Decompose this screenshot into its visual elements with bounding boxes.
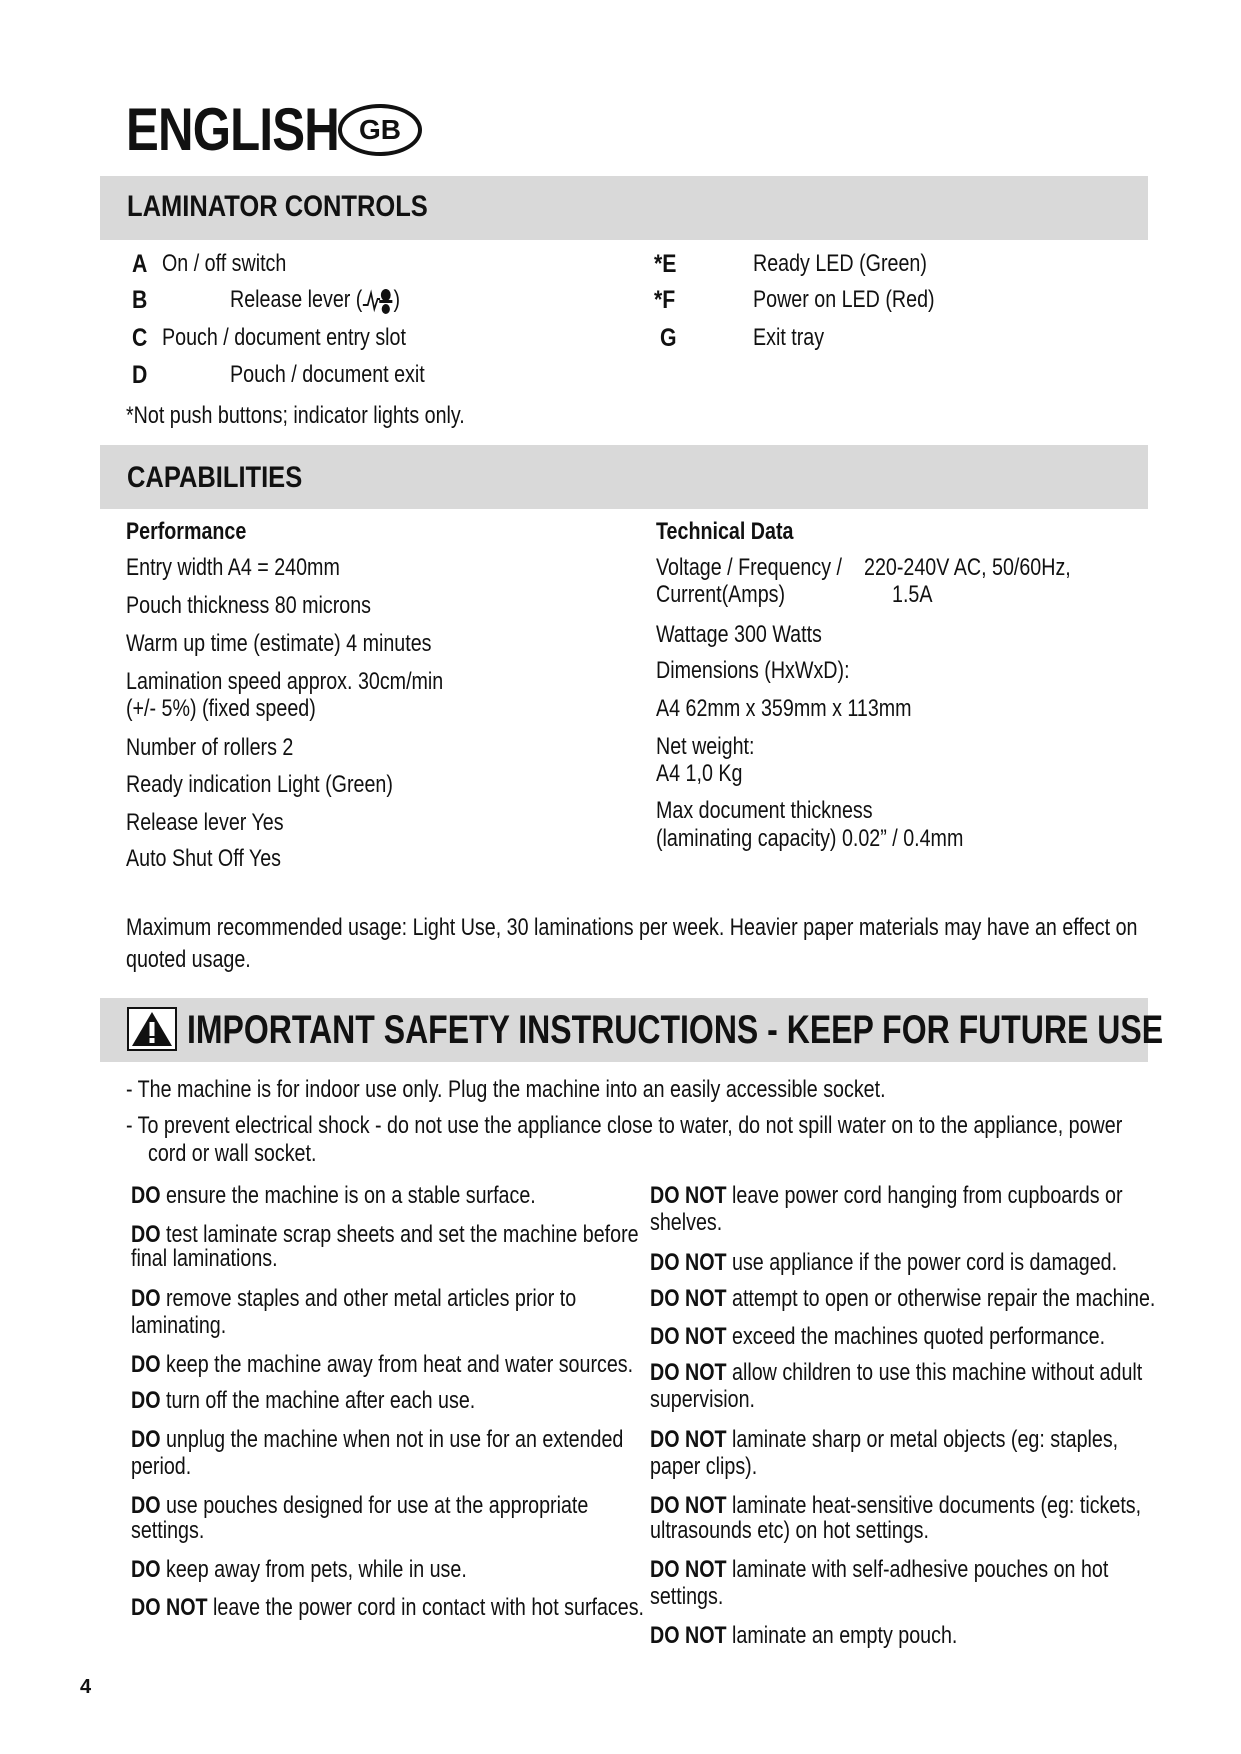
country-badge: GB <box>338 104 422 156</box>
performance-row: Release lever Yes <box>126 809 284 836</box>
technical-heading: Technical Data <box>656 518 794 545</box>
donot-keyword: DO NOT <box>650 1323 727 1350</box>
performance-row: Ready indication Light (Green) <box>126 771 393 798</box>
control-key: C <box>132 324 148 352</box>
donot-text-cont: supervision. <box>650 1386 756 1413</box>
page-number: 4 <box>80 1676 92 1698</box>
do-item <box>131 1351 633 1379</box>
do-text: keep away from pets, while in use. <box>165 1556 467 1583</box>
do-keyword: DO NOT <box>131 1594 208 1621</box>
usage-note: Maximum recommended usage: Light Use, 30 laminations per week. Heavier paper materials may have an effect on quoted usage. <box>126 914 1138 973</box>
donot-text: laminate an empty pouch. <box>732 1622 958 1649</box>
control-key: *E <box>654 250 677 278</box>
release-lever-icon <box>362 287 393 315</box>
do-text: keep the machine away from heat and water sources. <box>165 1351 634 1378</box>
voltage-label: Voltage / Frequency / <box>656 554 842 581</box>
donot-keyword: DO NOT <box>650 1182 727 1209</box>
do-keyword: DO <box>131 1351 161 1378</box>
technical-row: Dimensions (HxWxD): <box>656 657 850 684</box>
donot-keyword: DO NOT <box>650 1249 727 1276</box>
control-key: G <box>660 324 677 352</box>
donot-item <box>650 1492 1141 1520</box>
donot-text: laminate sharp or metal objects (eg: staples, <box>732 1426 1119 1453</box>
do-item <box>131 1387 475 1415</box>
donot-item <box>650 1323 1105 1351</box>
technical-row: Wattage 300 Watts <box>656 621 822 648</box>
do-text: turn off the machine after each use. <box>165 1387 476 1414</box>
performance-row: (+/- 5%) (fixed speed) <box>126 695 316 722</box>
technical-row: Max document thickness <box>656 797 873 824</box>
control-key: *F <box>654 286 676 314</box>
safety-intro-line: cord or wall socket. <box>148 1140 317 1167</box>
donot-text: exceed the machines quoted performance. <box>732 1323 1106 1350</box>
donot-item <box>650 1182 1123 1210</box>
performance-row: Auto Shut Off Yes <box>126 845 282 872</box>
capabilities-section-title: CAPABILITIES <box>127 461 303 494</box>
donot-keyword: DO NOT <box>650 1556 727 1583</box>
release-lever-label-end: ) <box>393 286 401 313</box>
donot-text-cont: ultrasounds etc) on hot settings. <box>650 1517 929 1544</box>
control-label: Exit tray <box>753 324 825 351</box>
donot-text: use appliance if the power cord is damaged. <box>732 1249 1118 1276</box>
control-label: Pouch / document entry slot <box>162 324 406 351</box>
performance-row: Entry width A4 = 240mm <box>126 554 340 581</box>
current-value: 1.5A <box>892 581 933 608</box>
do-text-cont: final laminations. <box>131 1245 278 1272</box>
donot-keyword: DO NOT <box>650 1622 727 1649</box>
performance-row: Warm up time (estimate) 4 minutes <box>126 630 432 657</box>
performance-row: Pouch thickness 80 microns <box>126 592 372 619</box>
donot-text: allow children to use this machine without adult <box>732 1359 1143 1386</box>
control-label: Ready LED (Green) <box>753 250 927 277</box>
safety-intro-line: - The machine is for indoor use only. Plug the machine into an easily accessible socket. <box>126 1076 886 1103</box>
control-key: D <box>132 361 148 389</box>
donot-item <box>650 1426 1118 1454</box>
do-item <box>131 1492 588 1520</box>
control-label: On / off switch <box>162 250 287 277</box>
control-label: Power on LED (Red) <box>753 286 935 313</box>
safety-intro-line: - To prevent electrical shock - do not use the appliance close to water, do not spill water on to the appliance, power <box>126 1112 1123 1139</box>
technical-row: A4 62mm x 359mm x 113mm <box>656 695 912 722</box>
donot-item <box>650 1556 1108 1584</box>
controls-note: *Not push buttons; indicator lights only. <box>126 402 465 429</box>
control-label <box>230 286 400 315</box>
donot-text-cont: paper clips). <box>650 1453 758 1480</box>
safety-section-title: IMPORTANT SAFETY INSTRUCTIONS - KEEP FOR FUTURE USE <box>187 1008 1164 1052</box>
do-item <box>131 1285 576 1313</box>
technical-row: A4 1,0 Kg <box>656 760 743 787</box>
warning-icon <box>127 1007 177 1051</box>
do-text: remove staples and other metal articles prior to <box>165 1285 577 1312</box>
donot-item <box>650 1359 1142 1387</box>
control-key: B <box>132 286 148 314</box>
do-keyword: DO <box>131 1556 161 1583</box>
performance-heading: Performance <box>126 518 247 545</box>
do-keyword: DO <box>131 1182 161 1209</box>
do-text: ensure the machine is on a stable surface. <box>165 1182 536 1209</box>
donot-keyword: DO NOT <box>650 1426 727 1453</box>
safety-section-bar <box>100 998 1164 1062</box>
do-text-cont: laminating. <box>131 1312 227 1339</box>
do-text-cont: period. <box>131 1453 192 1480</box>
do-text: unplug the machine when not in use for an extended <box>165 1426 624 1453</box>
do-item <box>131 1182 536 1210</box>
do-text: leave the power cord in contact with hot surfaces. <box>213 1594 644 1621</box>
donot-text-cont: settings. <box>650 1583 724 1610</box>
donot-text: laminate heat-sensitive documents (eg: tickets, <box>732 1492 1142 1519</box>
voltage-value: 220-240V AC, 50/60Hz, <box>864 554 1071 581</box>
do-keyword: DO <box>131 1426 161 1453</box>
donot-item <box>650 1285 1155 1313</box>
do-item <box>131 1556 467 1584</box>
performance-row: Lamination speed approx. 30cm/min <box>126 668 444 695</box>
do-keyword: DO <box>131 1492 161 1519</box>
capabilities-section-bar <box>100 445 1148 509</box>
do-text-cont: settings. <box>131 1517 205 1544</box>
do-keyword: DO <box>131 1221 161 1248</box>
do-text: use pouches designed for use at the appropriate <box>165 1492 589 1519</box>
donot-text: leave power cord hanging from cupboards or <box>732 1182 1123 1209</box>
technical-row: (laminating capacity) 0.02” / 0.4mm <box>656 825 964 852</box>
page-title: ENGLISH <box>126 96 339 163</box>
performance-row: Number of rollers 2 <box>126 734 294 761</box>
donot-text: attempt to open or otherwise repair the machine. <box>732 1285 1156 1312</box>
donot-item <box>650 1249 1117 1277</box>
do-text: test laminate scrap sheets and set the machine before <box>165 1221 639 1248</box>
donot-keyword: DO NOT <box>650 1359 727 1386</box>
do-keyword: DO <box>131 1285 161 1312</box>
control-key: A <box>132 250 148 278</box>
technical-row: Net weight: <box>656 733 755 760</box>
do-item <box>131 1594 644 1622</box>
donot-text-cont: shelves. <box>650 1209 723 1236</box>
do-keyword: DO <box>131 1387 161 1414</box>
controls-section-title: LAMINATOR CONTROLS <box>127 190 428 223</box>
donot-text: laminate with self-adhesive pouches on hot <box>732 1556 1109 1583</box>
current-label: Current(Amps) <box>656 581 786 608</box>
control-label: Pouch / document exit <box>230 361 425 388</box>
donot-item <box>650 1622 957 1650</box>
donot-keyword: DO NOT <box>650 1285 727 1312</box>
do-item <box>131 1426 623 1454</box>
controls-section-bar <box>100 176 1148 240</box>
release-lever-label: Release lever ( <box>230 286 363 313</box>
donot-keyword: DO NOT <box>650 1492 727 1519</box>
